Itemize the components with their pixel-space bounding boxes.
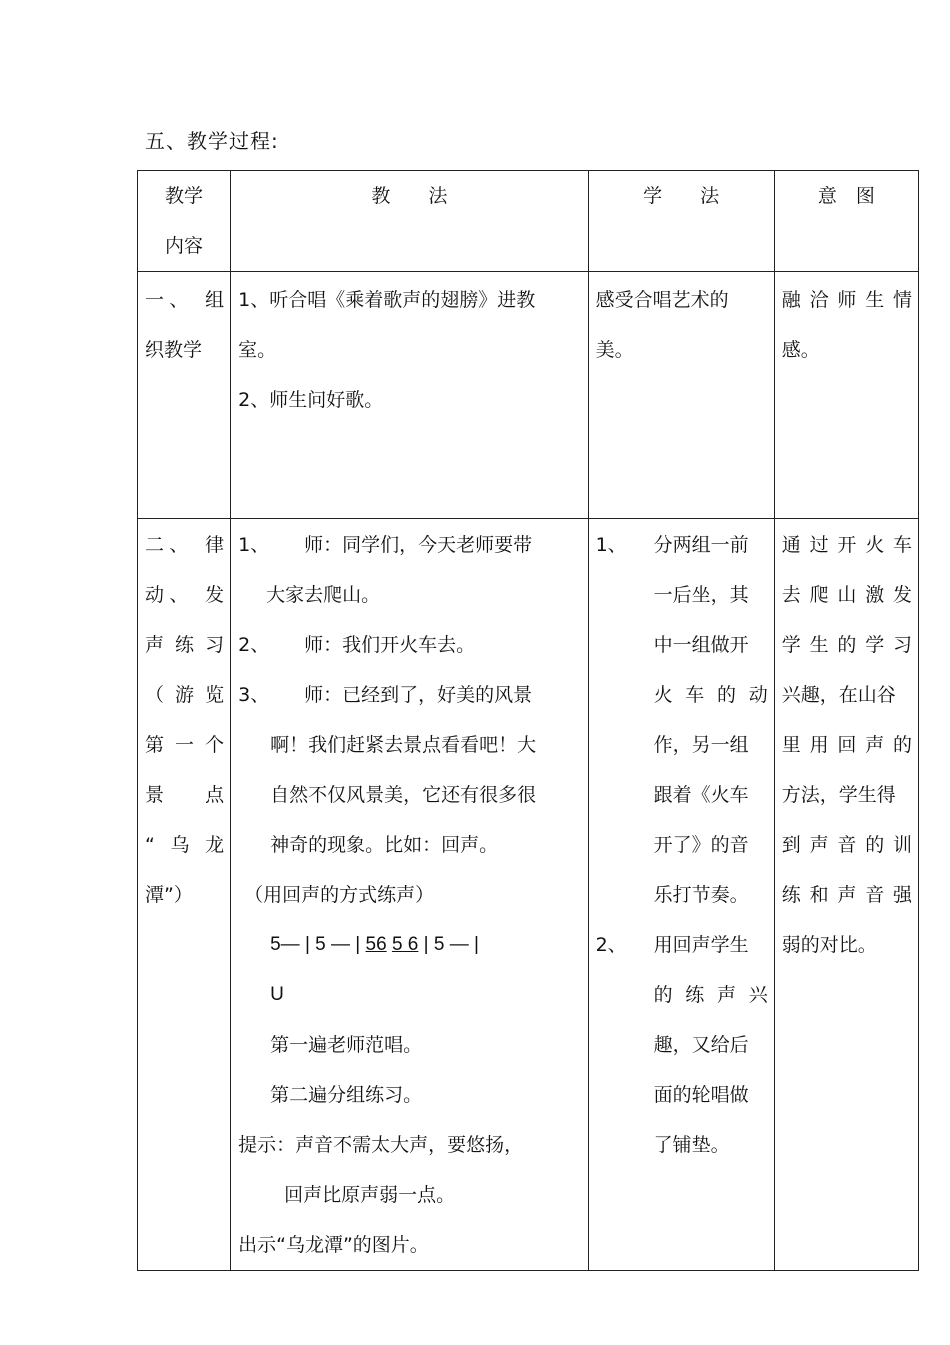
cell-line: 面的轮唱做 <box>653 1084 749 1106</box>
cell-line: 美。 <box>595 339 634 361</box>
cell-line: 弱的对比。 <box>781 934 877 956</box>
notation-symbol: U <box>270 984 284 1005</box>
cell-line: 学生的学习 <box>781 634 912 656</box>
method-item-1 <box>238 520 581 570</box>
cell-line: 第一遍老师范唱。 <box>270 1034 423 1056</box>
cell-line: 练和声音强 <box>781 884 912 906</box>
row1-learning <box>588 272 774 519</box>
cell-line: 兴趣，在山谷 <box>781 684 896 706</box>
row2-method <box>231 519 588 1271</box>
cell-line: 感受合唱艺术的 <box>595 289 729 311</box>
teaching-process-table <box>137 170 919 1271</box>
row1-intent <box>774 272 918 519</box>
table-row <box>138 519 919 1271</box>
cell-line: 通过开火车 <box>781 534 912 556</box>
header-learning-label: 学 法 <box>643 185 720 207</box>
cell-line: 1、听合唱《乘着歌声的翅膀》进教 <box>238 289 536 311</box>
hint-line: 提示：声音不需太大声，要悠扬， <box>238 1134 524 1156</box>
cell-line: 趣，又给后 <box>653 1034 749 1056</box>
cell-line: 开了》的音 <box>653 834 749 856</box>
cell-line: 第二遍分组练习。 <box>270 1084 423 1106</box>
row1-content <box>138 272 231 519</box>
cell-line: 室。 <box>238 339 277 361</box>
cell-text: 师：我们开火车去。 <box>304 634 476 656</box>
learning-item-2 <box>596 920 768 970</box>
cell-line: 景 点 <box>145 784 225 806</box>
cell-line: 的练声兴 <box>653 984 768 1006</box>
item-number: 1、 <box>238 534 270 556</box>
header-intent <box>774 171 918 272</box>
notation-part: 5— | 5 — | <box>270 934 366 955</box>
header-method-label: 教 法 <box>371 185 448 207</box>
cell-text: 师：同学们，今天老师要带 <box>304 534 533 556</box>
learning-item-1 <box>596 520 768 570</box>
cell-line: 一后坐，其 <box>653 584 749 606</box>
cell-line: 融洽师生情 <box>781 289 912 311</box>
cell-line: 大家去爬山。 <box>266 584 381 606</box>
row2-learning <box>588 519 774 1271</box>
practice-note: （用回声的方式练声） <box>244 884 435 906</box>
method-item-2 <box>238 620 581 670</box>
cell-line: 一、 组 <box>145 289 225 311</box>
item-number: 2、 <box>238 634 270 656</box>
cell-line: 火车的动 <box>653 684 768 706</box>
cell-line: 了铺垫。 <box>653 1134 730 1156</box>
cell-line: 中一组做开 <box>653 634 749 656</box>
cell-line: 跟着《火车 <box>653 784 749 806</box>
item-number: 3、 <box>238 684 270 706</box>
header-teaching-method <box>231 171 588 272</box>
cell-line: 二、 律 <box>145 534 225 556</box>
cell-text: 师：已经到了，好美的风景 <box>304 684 533 706</box>
notation-underlined: 5 6 <box>391 934 419 955</box>
cell-text: 用回声学生 <box>653 934 749 956</box>
cell-line: 声练习 <box>145 634 225 656</box>
cell-line: “乌龙 <box>145 834 225 856</box>
cell-line: 动、 发 <box>145 584 225 606</box>
table-row <box>138 272 919 519</box>
header-content-line: 内容 <box>165 235 204 257</box>
cell-line: 方法，学生得 <box>781 784 896 806</box>
header-teaching-content <box>138 171 231 272</box>
row2-intent <box>774 519 918 1271</box>
cell-line: 作，另一组 <box>653 734 749 756</box>
music-notation <box>238 920 581 970</box>
cell-line: 2、师生问好歌。 <box>238 389 384 411</box>
cell-line: 潭”） <box>145 884 193 906</box>
cell-line: 自然不仅风景美，它还有很多很 <box>270 784 537 806</box>
header-content-line: 教学 <box>165 185 204 207</box>
cell-line: 出示“乌龙潭”的图片。 <box>238 1234 429 1256</box>
cell-line: 感。 <box>781 339 820 361</box>
item-number: 2、 <box>595 934 627 956</box>
item-number: 1、 <box>595 534 627 556</box>
notation-underlined: 56 <box>365 934 387 955</box>
cell-text: 分两组一前 <box>653 534 749 556</box>
notation-part: | 5 — | <box>418 934 479 955</box>
cell-line: 神奇的现象。比如：回声。 <box>270 834 499 856</box>
hint-line: 回声比原声弱一点。 <box>284 1184 456 1206</box>
cell-line: 啊！我们赶紧去景点看看吧！大 <box>270 734 537 756</box>
row1-method <box>231 272 588 519</box>
cell-line: （游览 <box>145 684 225 706</box>
cell-line: 里用回声的 <box>781 734 912 756</box>
section-heading: 五、教学过程: <box>145 129 279 153</box>
cell-line: 织教学 <box>145 339 203 361</box>
cell-line: 去爬山激发 <box>781 584 912 606</box>
cell-line: 第一个 <box>145 734 225 756</box>
cell-line: 到声音的训 <box>781 834 912 856</box>
cell-line: 乐打节奏。 <box>653 884 749 906</box>
header-learning-method <box>588 171 774 272</box>
table-header-row <box>138 171 919 272</box>
row2-content <box>138 519 231 1271</box>
header-intent-label: 意 图 <box>817 185 875 207</box>
method-item-3 <box>238 670 581 720</box>
